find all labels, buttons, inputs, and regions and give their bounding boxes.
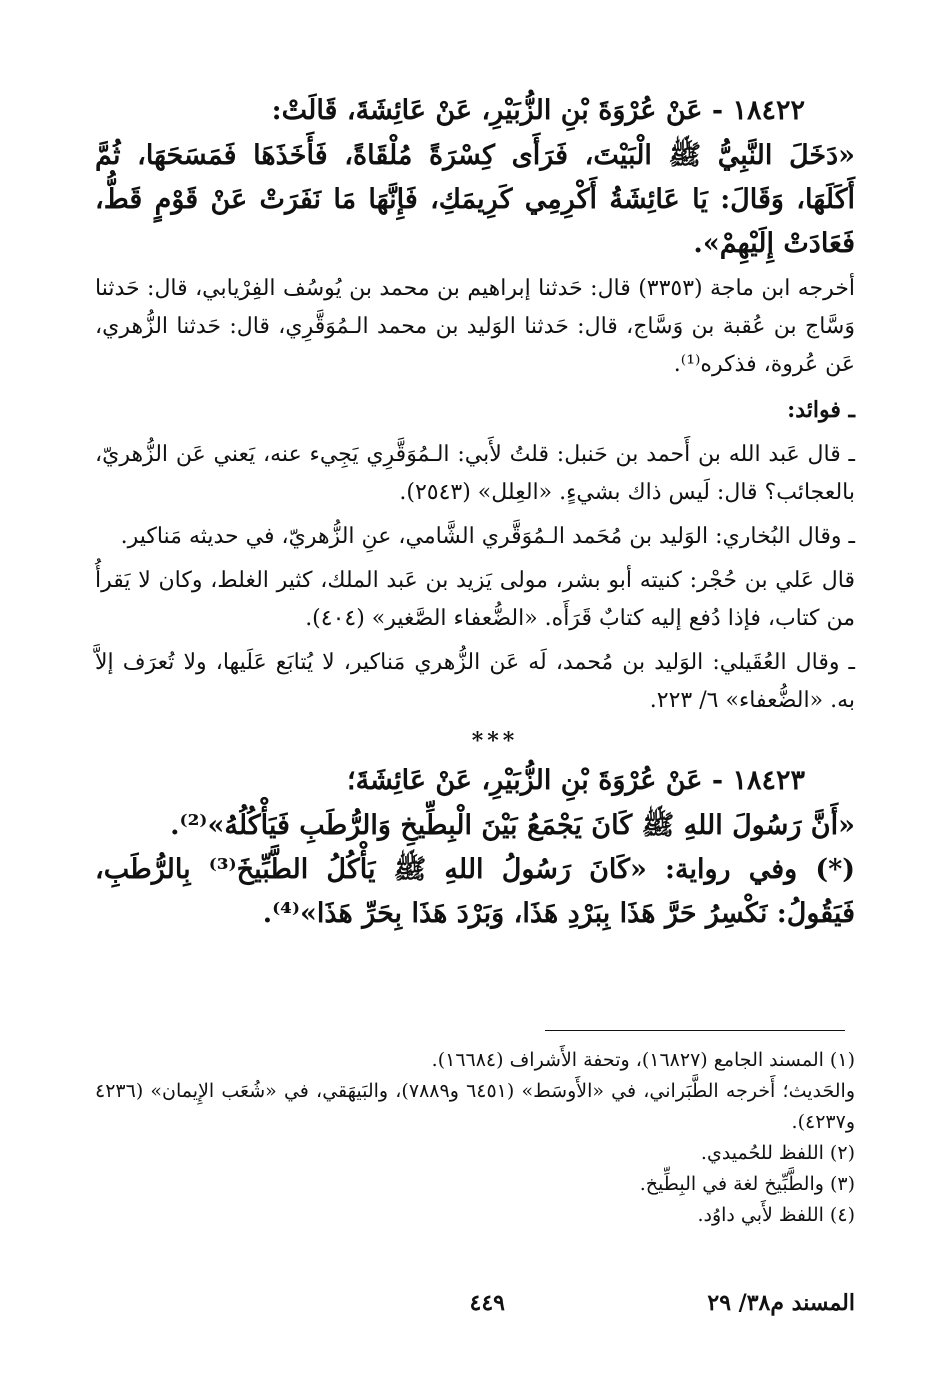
hadith-18423-text: «أَنَّ رَسُولَ اللهِ ﷺ كَانَ يَجْمَعُ بَيْنَ الْبِطِّيخِ وَالرُّطَبِ فَيَأْكُلُهُ»⁽²⁾. [170,810,855,841]
footnote-item: (٤) اللفظ لأَبي داوُد. [697,1204,855,1226]
page-footer [95,1290,855,1330]
footnote-item: (٢) اللفظ للحُميدي. [700,1142,855,1164]
main-content [95,88,855,936]
page-number: ٤٤٩ [469,1290,505,1316]
footnote-item: (٣) والطَّبِّيخ لغة في البِطِّيخ. [639,1173,855,1195]
benefit-item: ـ وقال العُقَيلي: الوَليد بن مُحمد، لَه عَن الزُّهري مَناكير، لا يُتابَع عَلَيها، ولا تُعرَف إلاَّ به. «الضُّعفاء» ٦/ ٢٢٣. [95,650,855,713]
section-separator: *** [471,728,519,754]
hadith-18423-header: ١٨٤٢٣ - عَنْ عُرْوَةَ بْنِ الزُّبَيْرِ، عَنْ عَائِشَةَ؛ [346,765,805,796]
hadith-18423-variant: (*) وفي رواية: «كَانَ رَسُولُ اللهِ ﷺ يَأْكُلُ الطَّبِّيخَ⁽³⁾ بِالرُّطَبِ، فَيَقُولُ: نَكْسِرُ حَرَّ هَذَا بِبَرْدِ هَذَا، وَبَرْدَ هَذَا بِحَرِّ هَذَا»⁽⁴⁾. [95,854,856,929]
benefit-item: ـ قال عَبد الله بن أَحمد بن حَنبل: قلتُ لأَبي: الـمُوَقَّرِي يَجِيء عنه، يَعني عَن الزُّهريّ، بالعجائب؟ قال: لَيس ذاك بشيءٍ. «العِلل» (٢٥٤٣). [95,442,855,505]
hadith-18422-takhrij: أخرجه ابن ماجة (٣٣٥٣) قال: حَدثنا إبراهيم بن محمد بن يُوسُف الفِرْيابي، قال: حَدثنا وَسَّاج بن عُقبة بن وَسَّاج، قال: حَدثنا الوَليد بن محمد الـمُوَقَّرِي، قال: حَدثنا الزُّهري، عَن عُروة، فذكره⁽¹⁾. [95,276,856,377]
footnote-divider [545,1030,845,1031]
footnote-item: والحَديث؛ أَخرجه الطَّبَراني، في «الأَوسَط» (٦٤٥١ و٧٨٨٩)، والبَيهَقي، في «شُعَب الإِيمان» (٤٢٣٦ و٤٢٣٧). [95,1080,855,1133]
footnotes [95,1045,855,1231]
benefits-title: ـ فوائد: [787,397,855,423]
benefit-item: ـ وقال البُخاري: الوَليد بن مُحَمد الـمُوَقَّري الشَّامي، عنِ الزُّهريّ، في حديثه مَناكير. [120,524,855,549]
hadith-18422-text: «دَخَلَ النَّبِيُّ ﷺ الْبَيْتَ، فَرَأَى كِسْرَةً مُلْقَاةً، فَأَخَذَهَا فَمَسَحَهَا، ثُمَّ أَكَلَهَا، وَقَالَ: يَا عَائِشَةُ أَكْرِمِي كَرِيمَكِ، فَإِنَّهَا مَا نَفَرَتْ عَنْ قَوْمٍ قَطُّ، فَعَادَتْ إِلَيْهِمْ». [95,140,855,259]
hadith-18422-header: ١٨٤٢٢ - عَنْ عُرْوَةَ بْنِ الزُّبَيْرِ، عَنْ عَائِشَةَ، قَالَتْ: [271,95,805,126]
volume-signature: المسند م٣٨/ ٢٩ [707,1290,855,1316]
footnote-item: (١) المسند الجامع (١٦٨٢٧)، وتحفة الأَشراف (١٦٦٨٤). [431,1049,855,1071]
benefit-item: قال عَلي بن حُجْر: كنيته أبو بشر، مولى يَزيد بن عَبد الملك، كثير الغلط، وكان لا يَقرأُ من كتاب، فإذا دُفع إليه كتابٌ قَرَأَه. «الضُّعفاء الصَّغير» (٤٠٤). [95,568,855,631]
